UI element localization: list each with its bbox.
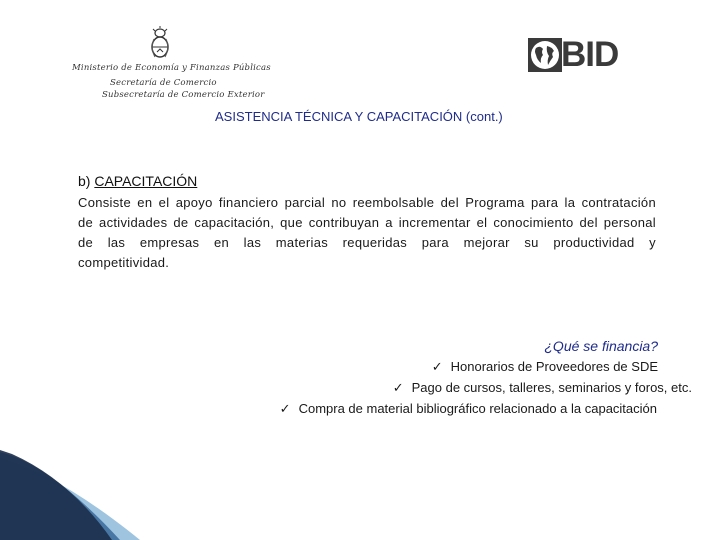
ministry-logo <box>62 26 271 106</box>
decorative-corner-wave <box>0 450 720 540</box>
list-item <box>212 357 692 378</box>
argentina-crest-icon <box>148 26 172 62</box>
ministry-line-1: Ministerio de Economía y Finanzas Públicas <box>72 63 271 73</box>
body-paragraph: Consiste en el apoyo financiero parcial no reembolsable del Programa para la contratación de actividades de capacitación, que contribuyan a incrementar el conocimiento del personal de las empresas en las materias requeridas para mejorar su productividad y competitividad. <box>78 195 656 270</box>
globe-icon <box>528 38 562 72</box>
section-title: ASISTENCIA TÉCNICA Y CAPACITACIÓN (cont.) <box>215 109 503 124</box>
list-item-text: Compra de material bibliográfico relacionado a la capacitación <box>298 401 657 416</box>
checkmark-icon: ✓ <box>392 381 404 396</box>
checkmark-icon: ✓ <box>279 402 291 417</box>
subheading <box>78 173 197 189</box>
list-item <box>212 399 692 420</box>
financia-list <box>212 357 692 420</box>
ministry-line-2: Secretaría de Comercio <box>110 78 217 88</box>
bid-wordmark: BID <box>561 35 619 74</box>
subheading-letter: b) <box>78 173 91 189</box>
checkmark-icon: ✓ <box>431 360 443 375</box>
subheading-word: CAPACITACIÓN <box>94 173 198 189</box>
bid-logo <box>528 35 628 74</box>
corner-wave-dark <box>0 450 112 540</box>
financia-question: ¿Qué se financia? <box>544 338 658 354</box>
ministry-line-3: Subsecretaría de Comercio Exterior <box>102 90 265 100</box>
list-item <box>212 378 692 399</box>
list-item-text: Honorarios de Proveedores de SDE <box>450 359 658 374</box>
list-item-text: Pago de cursos, talleres, seminarios y foros, etc. <box>411 380 692 395</box>
